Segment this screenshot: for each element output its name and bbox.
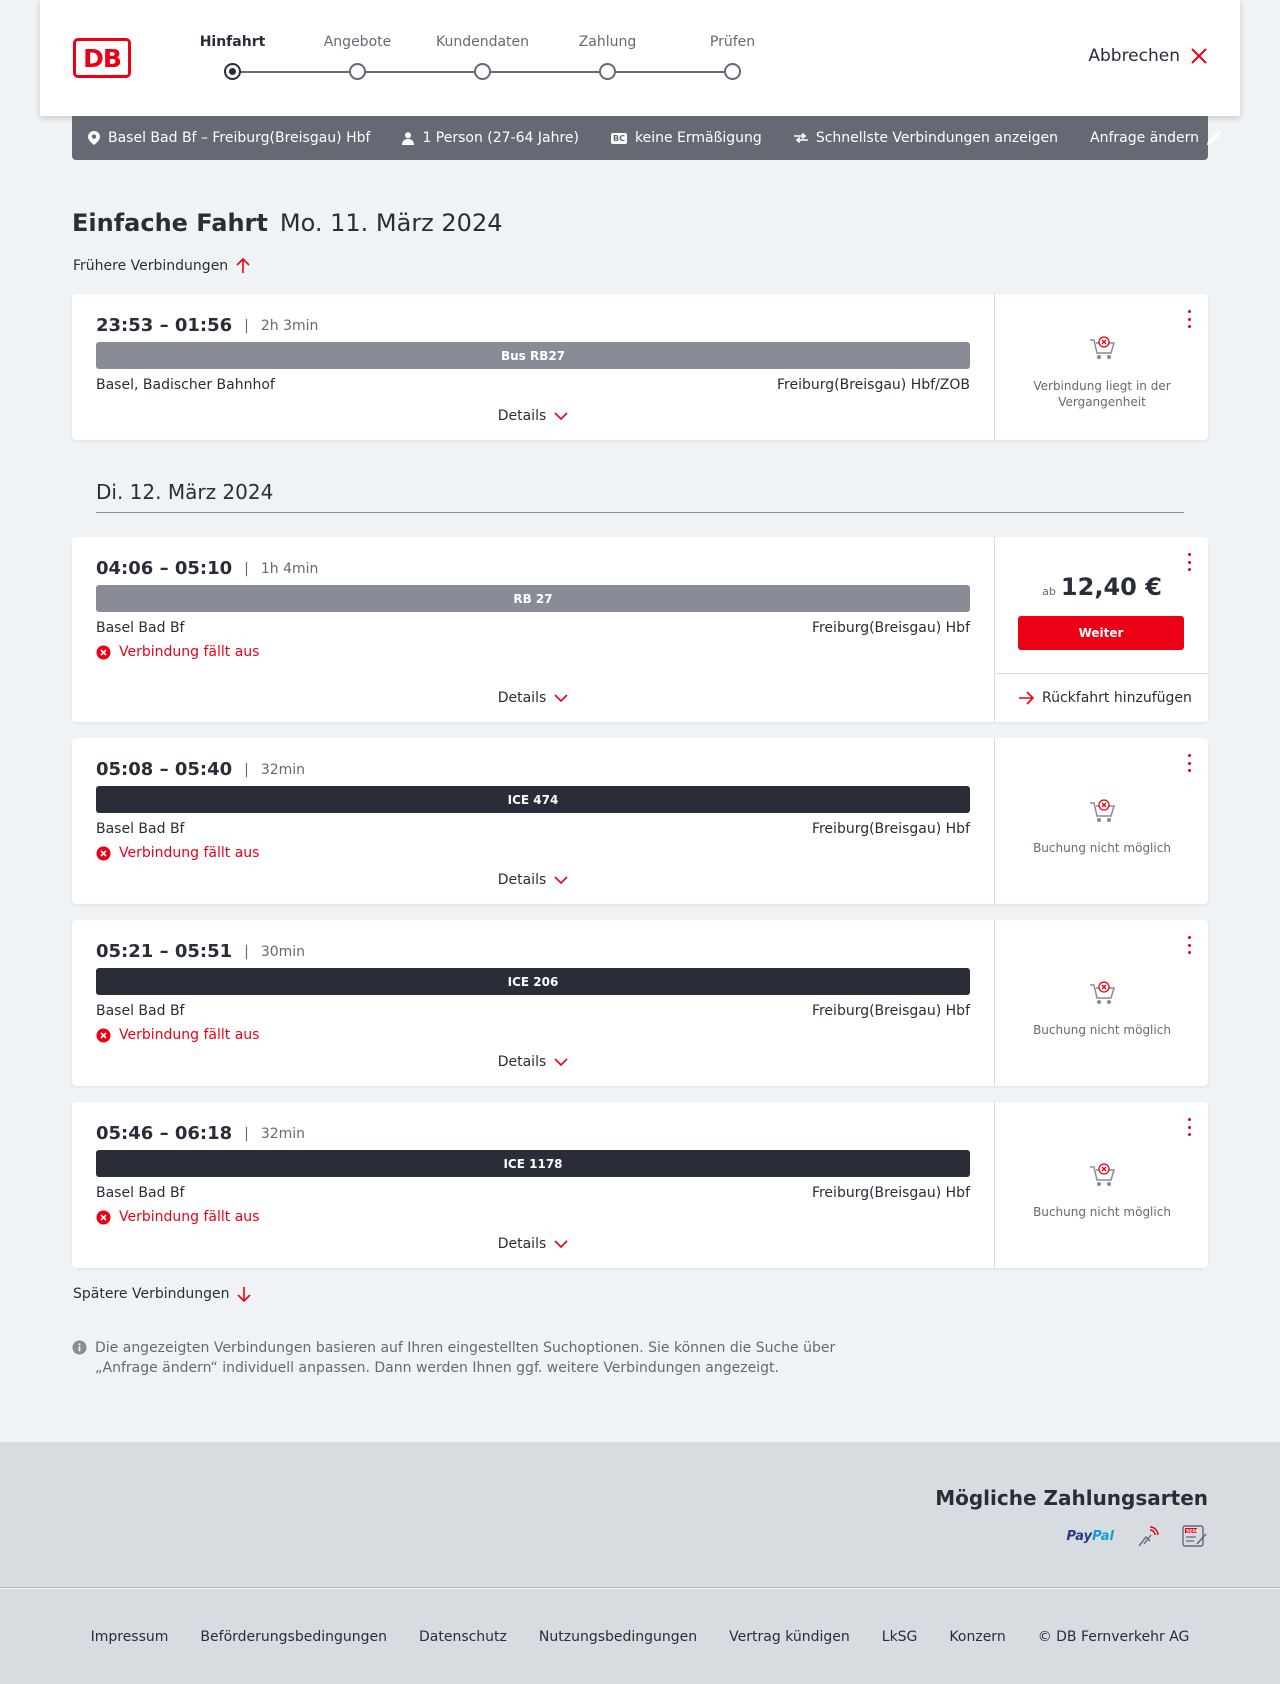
footer-link-lksg[interactable]: LkSG [881,1628,918,1645]
footer-link-vertrag-kuendigen[interactable]: Vertrag kündigen [729,1628,850,1645]
connection-times: 05:08 – 05:40 | 32min [96,759,306,780]
change-search-button[interactable]: Anfrage ändern [1090,130,1221,146]
connection-offer [994,738,1208,904]
departure-station: Basel Bad Bf [96,821,185,837]
later-connections-link[interactable]: Spätere Verbindungen [73,1286,251,1302]
arrival-station: Freiburg(Breisgau) Hbf [811,1003,970,1019]
step-dot [474,63,491,80]
more-options-icon[interactable] [1184,310,1194,328]
svg-text:SEPA: SEPA [1186,1529,1199,1535]
connection-main [96,294,970,440]
train-bar: ICE 206 [96,968,970,995]
connection-status: Verbindung liegt in der Vergangenheit [1033,379,1171,409]
chevron-down-icon [554,1058,568,1066]
connection-card[interactable] [72,294,1208,440]
more-options-icon[interactable] [1184,936,1194,954]
connection-main [96,537,970,722]
footer-links [0,1589,1280,1684]
footer-link-nutzungsbedingungen[interactable]: Nutzungsbedingungen [538,1628,698,1645]
arrival-station: Freiburg(Breisgau) Hbf [811,821,970,837]
cancellation-notice: Verbindung fällt aus [96,845,259,861]
details-toggle[interactable]: Details [96,872,970,888]
progress-stepper [170,34,770,84]
arrow-right-icon [1018,691,1034,705]
error-circle-icon [96,1210,111,1225]
cancel-button[interactable]: Abbrechen [1088,46,1208,66]
connection-offer [994,1102,1208,1268]
more-options-icon[interactable] [1184,553,1194,571]
step-dot [599,63,616,80]
train-bar: Bus RB27 [96,342,970,369]
payment-methods-section [0,1442,1280,1588]
chevron-down-icon [554,876,568,884]
swap-arrows-icon [794,133,808,143]
cancellation-notice: Verbindung fällt aus [96,1027,259,1043]
search-summary-bar [72,116,1208,160]
arrival-station: Freiburg(Breisgau) Hbf [811,1185,970,1201]
cart-unavailable-icon [1088,334,1118,362]
arrival-station: Freiburg(Breisgau) Hbf [811,620,970,636]
step-hinfahrt: Hinfahrt [170,34,295,50]
train-bar: RB 27 [96,585,970,612]
connection-times: 05:21 – 05:51 | 30min [96,941,306,962]
arrow-up-icon [236,258,250,274]
connection-main [96,920,970,1086]
bahncard-icon: BC [613,133,625,143]
location-pin-icon [88,131,100,145]
cart-unavailable-icon [1088,979,1118,1007]
more-options-icon[interactable] [1184,754,1194,772]
connection-card[interactable] [72,1102,1208,1268]
step-angebote: Angebote [295,34,420,50]
footer-link-befoerderungsbedingungen[interactable]: Beförderungsbedingungen [200,1628,387,1645]
error-circle-icon [96,1028,111,1043]
connection-main [96,738,970,904]
more-options-icon[interactable] [1184,1118,1194,1136]
connection-card[interactable] [72,537,1208,722]
connection-times: 23:53 – 01:56 | 2h 3min [96,315,319,336]
db-logo[interactable]: DB [73,38,131,78]
details-toggle[interactable]: Details [96,1054,970,1070]
footer-copyright: © DB Fernverkehr AG [1037,1628,1190,1645]
details-toggle[interactable]: Details [96,408,970,424]
chevron-down-icon [554,412,568,420]
discount-summary: BC keine Ermäßigung [613,130,762,146]
info-icon [72,1340,87,1355]
pencil-icon [1207,131,1221,145]
arrow-down-icon [237,1286,251,1302]
cart-unavailable-icon [1088,1161,1118,1189]
traveller-summary: 1 Person (27-64 Jahre) [402,130,579,146]
step-zahlung: Zahlung [545,34,670,50]
route-summary: Basel Bad Bf – Freiburg(Breisgau) Hbf [88,130,370,146]
contactless-card-icon [1136,1524,1160,1548]
connection-card[interactable] [72,920,1208,1086]
search-info-notice: Die angezeigten Verbindungen basieren auf Ihren eingestellten Suchoptionen. Sie können die Suche über „Anfrage ändern“ individuell anpassen. Dann werden Ihnen ggf. weitere Verbindungen angezeigt. [72,1338,852,1378]
connection-times: 05:46 – 06:18 | 32min [96,1123,306,1144]
close-icon [1190,47,1208,65]
date-separator: Di. 12. März 2024 [96,480,1184,513]
cancellation-notice: Verbindung fällt aus [96,1209,259,1225]
cart-unavailable-icon [1088,797,1118,825]
footer-link-impressum[interactable]: Impressum [90,1628,169,1645]
payment-icons [1067,1524,1208,1548]
departure-station: Basel, Badischer Bahnhof [96,377,275,393]
train-bar: ICE 474 [96,786,970,813]
price: ab 12,40 € [1042,573,1162,601]
connection-status: Buchung nicht möglich [1033,1205,1171,1219]
details-toggle[interactable]: Details [96,1236,970,1252]
person-icon [402,132,414,145]
earlier-connections-link[interactable]: Frühere Verbindungen [73,258,250,274]
arrival-station: Freiburg(Breisgau) Hbf/ZOB [777,377,970,393]
payment-methods-title: Mögliche Zahlungsarten [935,1486,1208,1510]
sepa-direct-debit-icon [1182,1524,1208,1548]
step-dot-active [224,63,241,80]
cancellation-notice: Verbindung fällt aus [96,644,259,660]
continue-button[interactable]: Weiter [1018,616,1184,650]
header [40,0,1240,116]
footer-link-datenschutz[interactable]: Datenschutz [418,1628,507,1645]
connection-times: 04:06 – 05:10 | 1h 4min [96,558,319,579]
connection-offer [994,920,1208,1086]
departure-station: Basel Bad Bf [96,1185,185,1201]
chevron-down-icon [554,694,568,702]
step-pruefen: Prüfen [670,34,795,50]
details-toggle[interactable]: Details [96,690,970,706]
paypal-icon: PayPal [1066,1528,1114,1544]
chevron-down-icon [554,1240,568,1248]
connection-offer [994,537,1208,722]
connection-status: Buchung nicht möglich [1033,1023,1171,1037]
train-bar: ICE 1178 [96,1150,970,1177]
step-dot [724,63,741,80]
footer-link-konzern[interactable]: Konzern [949,1628,1006,1645]
connection-offer [994,294,1208,440]
departure-station: Basel Bad Bf [96,1003,185,1019]
connection-card[interactable] [72,738,1208,904]
step-dot [349,63,366,80]
error-circle-icon [96,846,111,861]
add-return-button[interactable]: Rückfahrt hinzufügen [995,673,1209,722]
error-circle-icon [96,645,111,660]
departure-station: Basel Bad Bf [96,620,185,636]
page-title: Einfache Fahrt Mo. 11. März 2024 [72,209,503,237]
step-kundendaten: Kundendaten [420,34,545,50]
connection-main [96,1102,970,1268]
connection-status: Buchung nicht möglich [1033,841,1171,855]
option-summary: Schnellste Verbindungen anzeigen [794,130,1058,146]
